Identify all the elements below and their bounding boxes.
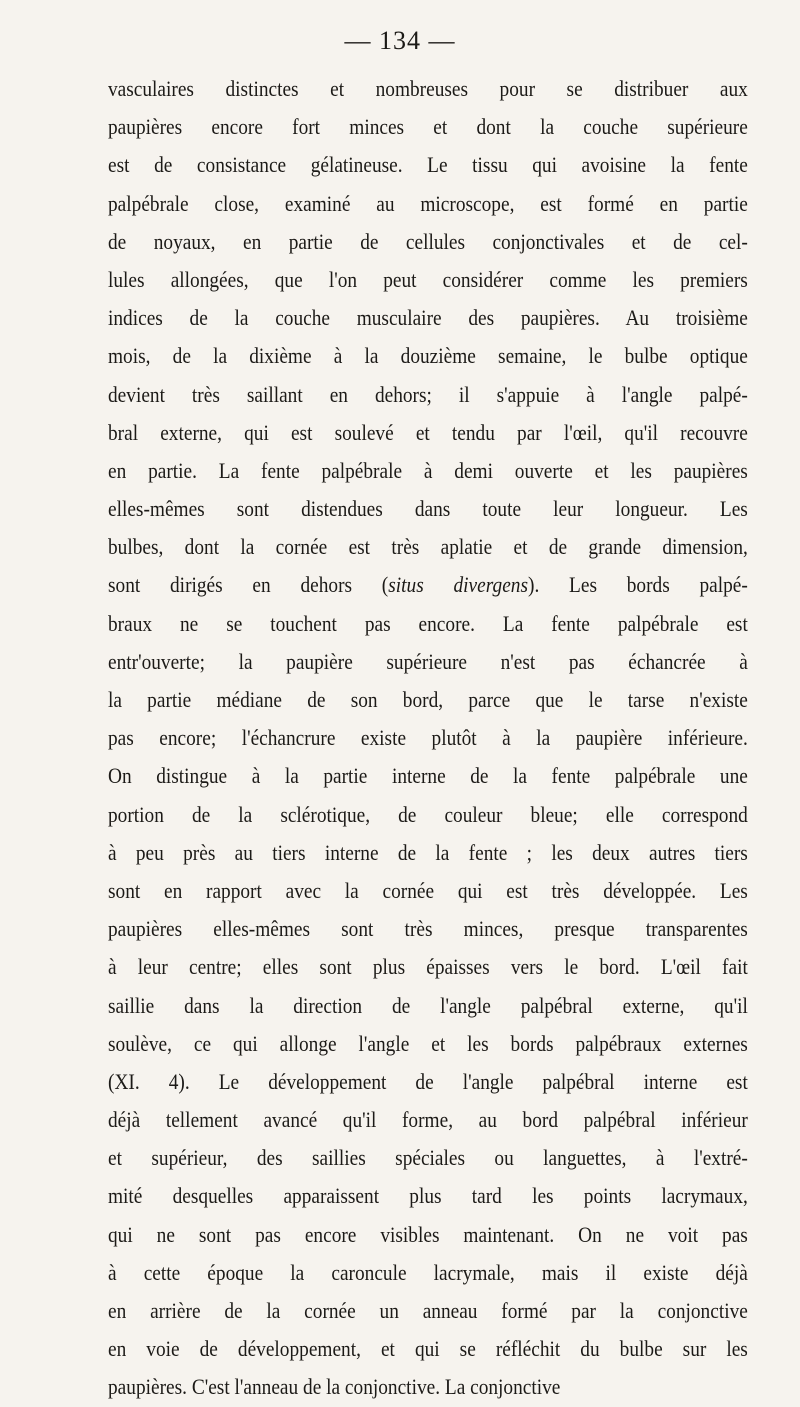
- page-number: — 134 —: [344, 26, 456, 55]
- text-line: bral externe, qui est soulevé et tendu par l'œil, qu'il recouvre: [108, 419, 748, 445]
- text-line: soulève, ce qui allonge l'angle et les bords palpébraux externes: [108, 1030, 748, 1056]
- text-line: palpébrale close, examiné au microscope, est formé en partie: [108, 190, 748, 216]
- text-line: lules allongées, que l'on peut considérer comme les premiers: [108, 266, 748, 292]
- text-line: et supérieur, des saillies spéciales ou languettes, à l'extré-: [108, 1145, 748, 1171]
- text-line: (XI. 4). Le développement de l'angle palpébral interne est: [108, 1068, 748, 1094]
- text-line: elles-mêmes sont distendues dans toute leur longueur. Les: [108, 496, 748, 522]
- text-line: de noyaux, en partie de cellules conjonctivales et de cel-: [108, 228, 748, 254]
- text-line: en voie de développement, et qui se réfléchit du bulbe sur les: [108, 1336, 748, 1362]
- text-line: entr'ouverte; la paupière supérieure n'est pas échancrée à: [108, 648, 748, 674]
- text-line: en partie. La fente palpébrale à demi ouverte et les paupières: [108, 457, 748, 483]
- text-line: vasculaires distinctes et nombreuses pour se distribuer aux: [108, 76, 748, 101]
- text-line: déjà tellement avancé qu'il forme, au bord palpébral inférieur: [108, 1107, 748, 1133]
- text-line-with-italic: sont dirigés en dehors (situs divergens). Les bords palpé-: [108, 572, 748, 598]
- text-line: est de consistance gélatineuse. Le tissu qui avoisine la fente: [108, 152, 748, 178]
- text-line: bulbes, dont la cornée est très aplatie et de grande dimension,: [108, 534, 748, 560]
- italic-phrase: situs divergens: [388, 572, 529, 598]
- text-line: portion de la sclérotique, de couleur bleue; elle correspond: [108, 801, 748, 827]
- text-line: la partie médiane de son bord, parce que le tarse n'existe: [108, 687, 748, 712]
- text-line: braux ne se touchent pas encore. La fente palpébrale est: [108, 610, 748, 636]
- text-line: qui ne sont pas encore visibles maintenant. On ne voit pas: [108, 1221, 748, 1247]
- text-line: mois, de la dixième à la douzième semaine, le bulbe optique: [108, 343, 748, 369]
- text-line: pas encore; l'échancrure existe plutôt à la paupière inférieure.: [108, 725, 748, 751]
- text-line: sont en rapport avec la cornée qui est très développée. Les: [108, 877, 748, 903]
- text-line: à peu près au tiers interne de la fente ; les deux autres tiers: [108, 839, 748, 865]
- text-line: en arrière de la cornée un anneau formé par la conjonctive: [108, 1298, 748, 1323]
- text-line: paupières. C'est l'anneau de la conjonctive. La conjonctive: [108, 1374, 561, 1400]
- text-line: à cette époque la caroncule lacrymale, mais il existe déjà: [108, 1259, 748, 1285]
- text-line: indices de la couche musculaire des paupières. Au troisième: [108, 305, 748, 331]
- text-line: saillie dans la direction de l'angle palpébral externe, qu'il: [108, 992, 748, 1018]
- text-line: devient très saillant en dehors; il s'appuie à l'angle palpé-: [108, 381, 748, 407]
- text-line: paupières elles-mêmes sont très minces, presque transparentes: [108, 916, 748, 942]
- text-line: mité desquelles apparaissent plus tard les points lacrymaux,: [108, 1183, 748, 1209]
- text-line: paupières encore fort minces et dont la couche supérieure: [108, 114, 748, 140]
- text-line: à leur centre; elles sont plus épaisses vers le bord. L'œil fait: [108, 954, 748, 980]
- body-text: [108, 70, 748, 1407]
- text-line: On distingue à la partie interne de la fente palpébrale une: [108, 763, 748, 789]
